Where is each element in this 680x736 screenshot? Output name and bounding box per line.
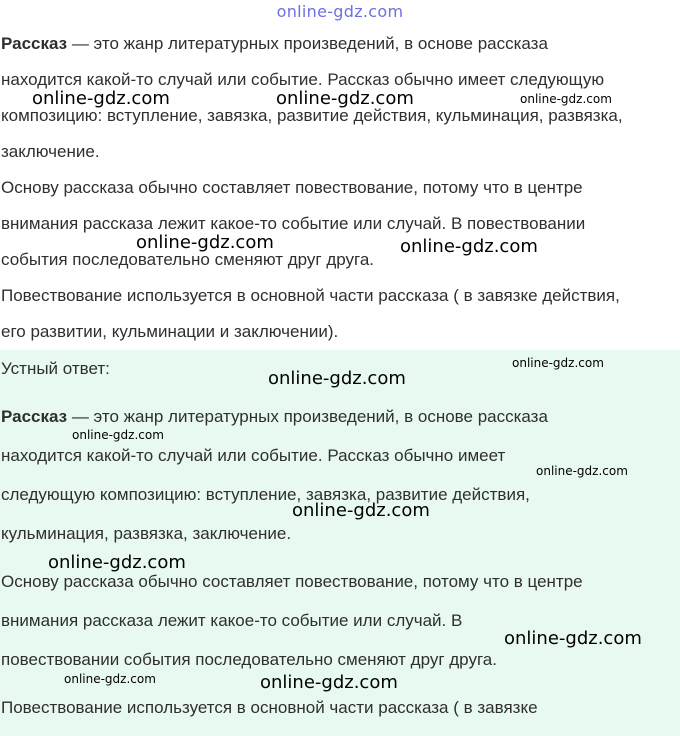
article-line-1 [1, 34, 548, 54]
watermark: online-gdz.com [64, 672, 156, 686]
answer-line-8: Повествование используется в основной части рассказа ( в завязке [1, 698, 538, 717]
watermark: online-gdz.com [276, 88, 414, 109]
answer-line-1 [1, 407, 548, 427]
article-line-2: находится какой-то случай или событие. Рассказ обычно имеет следующую [1, 70, 605, 89]
watermark: online-gdz.com [504, 628, 642, 649]
article-line-9: его развитии, кульминации и заключении). [1, 322, 339, 341]
watermark: online-gdz.com [32, 88, 170, 109]
header-watermark: online-gdz.com [276, 2, 404, 21]
watermark: online-gdz.com [48, 552, 186, 573]
watermark: online-gdz.com [400, 236, 538, 257]
article-line-3: композицию: вступление, завязка, развитие действия, кульминация, развязка, [1, 106, 623, 125]
article-line-text: — это жанр литературных произведений, в основе рассказа [67, 34, 548, 53]
answer-term: Рассказ [1, 407, 68, 426]
article-line-7: события последовательно сменяют друг друга. [1, 250, 375, 269]
article-line-6: внимания рассказа лежит какое-то событие или случай. В повествовании [1, 214, 586, 233]
watermark: online-gdz.com [520, 92, 612, 106]
answer-line-3: следующую композицию: вступление, завязка, развитие действия, [1, 485, 530, 504]
answer-line-7: повествовании события последовательно сменяют друг друга. [1, 650, 497, 669]
article-term: Рассказ [1, 34, 68, 53]
oral-answer-label: Устный ответ: [1, 359, 110, 378]
watermark: online-gdz.com [136, 232, 274, 253]
answer-line-4: кульминация, развязка, заключение. [1, 524, 292, 543]
watermark: online-gdz.com [268, 368, 406, 389]
answer-line-2: находится какой-то случай или событие. Рассказ обычно имеет [1, 446, 506, 465]
article-line-4: заключение. [1, 142, 100, 161]
answer-line-text: — это жанр литературных произведений, в основе рассказа [67, 407, 548, 426]
watermark: online-gdz.com [292, 500, 430, 521]
answer-line-5: Основу рассказа обычно составляет повествование, потому что в центре [1, 572, 583, 591]
watermark: online-gdz.com [72, 428, 164, 442]
answer-line-6: внимания рассказа лежит какое-то событие или случай. В [1, 611, 463, 630]
watermark: online-gdz.com [512, 356, 604, 370]
watermark: online-gdz.com [536, 464, 628, 478]
watermark: online-gdz.com [260, 672, 398, 693]
article-line-5: Основу рассказа обычно составляет повествование, потому что в центре [1, 178, 583, 197]
article-line-8: Повествование используется в основной части рассказа ( в завязке действия, [1, 286, 620, 305]
